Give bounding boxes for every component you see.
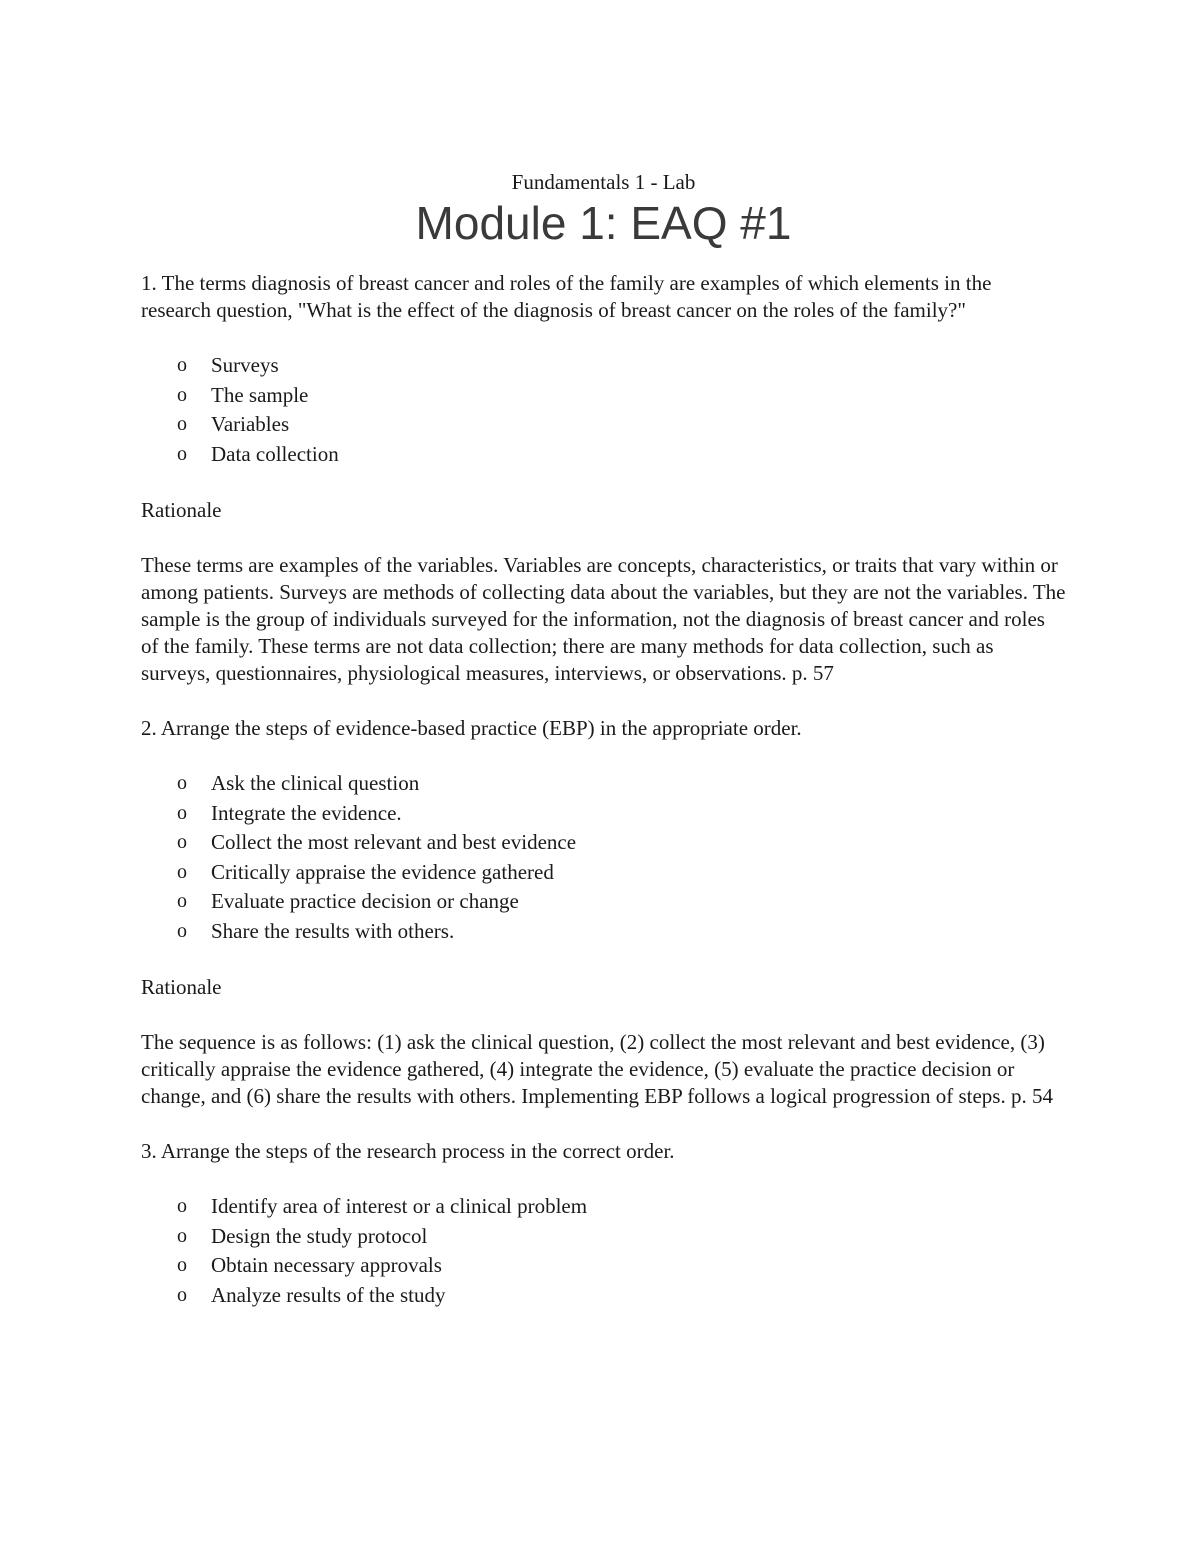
answer-option[interactable] <box>141 440 1066 470</box>
bullet-icon: o <box>177 919 187 942</box>
bullet-icon: o <box>177 442 187 465</box>
bullet-icon: o <box>177 1195 187 1217</box>
answer-option[interactable] <box>141 917 1066 947</box>
question-1 <box>141 270 1066 687</box>
answer-option[interactable] <box>141 858 1066 888</box>
option-label: The sample <box>211 382 309 407</box>
rationale-heading: Rationale <box>141 498 222 522</box>
answer-options <box>141 1192 1066 1310</box>
option-label: Analyze results of the study <box>211 1282 446 1307</box>
option-label: Obtain necessary approvals <box>211 1253 442 1277</box>
answer-option[interactable] <box>141 1222 1066 1252</box>
bullet-icon: o <box>177 1254 187 1276</box>
answer-option[interactable] <box>141 351 1066 381</box>
document-page <box>141 168 1066 1338</box>
option-label: Data collection <box>211 441 339 466</box>
bullet-icon: o <box>177 413 187 435</box>
bullet-icon: o <box>177 1224 187 1247</box>
page-title: Module 1: EAQ #1 <box>415 197 792 249</box>
answer-option[interactable] <box>141 381 1066 411</box>
answer-option[interactable] <box>141 1192 1066 1222</box>
question-3 <box>141 1138 1066 1310</box>
bullet-icon: o <box>177 890 187 912</box>
bullet-icon: o <box>177 354 187 376</box>
option-label: Ask the clinical question <box>211 771 420 795</box>
option-label: Identify area of interest or a clinical problem <box>211 1194 588 1218</box>
answer-option[interactable] <box>141 410 1066 440</box>
answer-option[interactable] <box>141 828 1066 858</box>
answer-options <box>141 769 1066 946</box>
answer-options <box>141 351 1066 469</box>
option-label: Design the study protocol <box>211 1223 428 1248</box>
rationale-heading: Rationale <box>141 975 222 999</box>
bullet-icon: o <box>177 1283 187 1306</box>
bullet-icon: o <box>177 801 187 824</box>
answer-option[interactable] <box>141 799 1066 829</box>
option-label: Surveys <box>211 353 279 377</box>
course-name: Fundamentals 1 - Lab <box>511 170 696 194</box>
question-text: 2. Arrange the steps of evidence-based practice (EBP) in the appropriate order. <box>141 716 802 740</box>
answer-option[interactable] <box>141 1251 1066 1281</box>
question-2 <box>141 715 1066 1110</box>
bullet-icon: o <box>177 383 187 406</box>
option-label: Integrate the evidence. <box>211 800 402 825</box>
answer-option[interactable] <box>141 769 1066 799</box>
answer-option[interactable] <box>141 1281 1066 1311</box>
bullet-icon: o <box>177 772 187 794</box>
question-text: 1. The terms diagnosis of breast cancer and roles of the family are examples of which elements in the research question, "What is the effect of the diagnosis of breast cancer on the roles of the family?" <box>141 271 992 322</box>
option-label: Critically appraise the evidence gathered <box>211 859 554 884</box>
option-label: Variables <box>211 412 290 436</box>
bullet-icon: o <box>177 860 187 883</box>
rationale-text: These terms are examples of the variables. Variables are concepts, characteristics, or traits that vary within or among patients. Surveys are methods of collecting data about the variables, but they are not the variables. The sample is the group of individuals surveyed for the information, not the diagnosis of breast cancer and roles of the family. These terms are not data collection; there are many methods for data collection, such as surveys, questionnaires, physiological measures, interviews, or observations. p. 57 <box>141 553 1066 685</box>
option-label: Collect the most relevant and best evidence <box>211 830 577 854</box>
bullet-icon: o <box>177 831 187 853</box>
answer-option[interactable] <box>141 887 1066 917</box>
option-label: Share the results with others. <box>211 918 455 943</box>
option-label: Evaluate practice decision or change <box>211 889 519 913</box>
rationale-text: The sequence is as follows: (1) ask the clinical question, (2) collect the most relevant and best evidence, (3) critically appraise the evidence gathered, (4) integrate the evidence, (5) evaluate the practice decision or change, and (6) share the results with others. Implementing EBP follows a logical progression of steps. p. 54 <box>141 1030 1053 1108</box>
question-text: 3. Arrange the steps of the research process in the correct order. <box>141 1139 675 1163</box>
